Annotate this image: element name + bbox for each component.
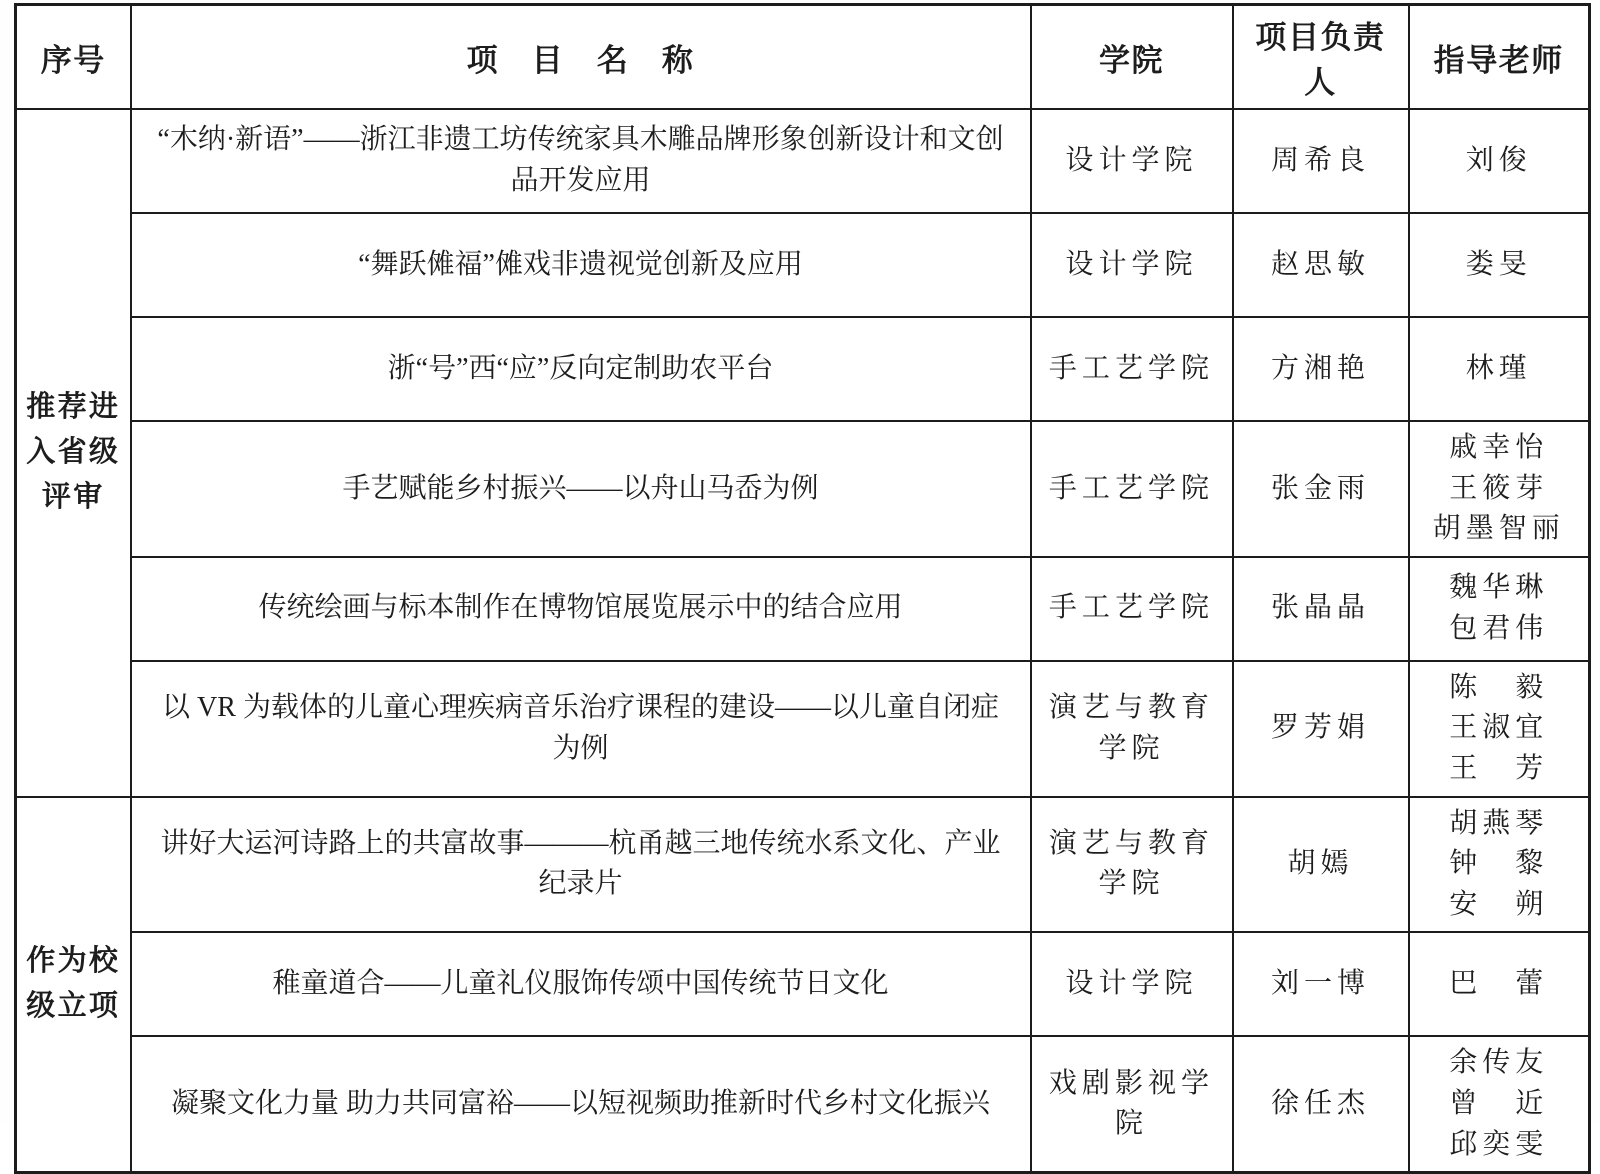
advisor-cell	[1409, 213, 1590, 317]
table-row	[16, 109, 1590, 213]
table-row	[16, 932, 1590, 1036]
project-name-cell: “舞跃傩福”傩戏非遗视觉创新及应用	[131, 213, 1031, 317]
leader-cell: 胡嫣	[1233, 797, 1409, 933]
table-body	[16, 109, 1590, 1173]
college-cell: 演艺与教育学院	[1031, 661, 1233, 797]
header-college: 学院	[1031, 5, 1233, 110]
project-name-cell: 凝聚文化力量 助力共同富裕——以短视频助推新时代乡村文化振兴	[131, 1036, 1031, 1172]
advisor-name: 钟 黎	[1449, 848, 1549, 880]
group-label-cell: 推荐进入省级评审	[16, 109, 131, 797]
project-name-cell: 以 VR 为载体的儿童心理疾病音乐治疗课程的建设——以儿童自闭症为例	[131, 661, 1031, 797]
leader-cell: 张晶晶	[1233, 557, 1409, 661]
header-project-name: 项 目 名 称	[131, 5, 1031, 110]
college-cell: 演艺与教育学院	[1031, 797, 1233, 933]
advisor-name: 林瑾	[1465, 352, 1532, 384]
advisor-cell	[1409, 109, 1590, 213]
advisor-name: 邱奕雯	[1449, 1128, 1549, 1160]
advisor-name: 刘俊	[1465, 144, 1532, 176]
advisor-cell	[1409, 317, 1590, 421]
leader-cell: 赵思敏	[1233, 213, 1409, 317]
college-cell: 手工艺学院	[1031, 317, 1233, 421]
table-row	[16, 557, 1590, 661]
advisor-name: 曾 近	[1449, 1087, 1549, 1119]
header-leader: 项目负责人	[1233, 5, 1409, 110]
advisor-cell	[1409, 421, 1590, 557]
leader-cell: 方湘艳	[1233, 317, 1409, 421]
advisor-name: 胡墨智丽	[1432, 513, 1565, 545]
project-name-cell: 讲好大运河诗路上的共富故事———杭甬越三地传统水系文化、产业纪录片	[131, 797, 1031, 933]
advisor-cell	[1409, 661, 1590, 797]
project-name-cell: 浙“号”西“应”反向定制助农平台	[131, 317, 1031, 421]
advisor-name: 王淑宜	[1449, 712, 1549, 744]
college-cell: 设计学院	[1031, 213, 1233, 317]
advisor-name: 安 朔	[1449, 888, 1549, 920]
table-header	[16, 5, 1590, 110]
advisor-name: 魏华琳	[1449, 572, 1549, 604]
project-name-cell: 稚童道合——儿童礼仪服饰传颂中国传统节日文化	[131, 932, 1031, 1036]
advisor-name: 包君伟	[1449, 612, 1549, 644]
advisor-name: 王 芳	[1449, 752, 1549, 784]
advisor-name: 王筱芽	[1449, 472, 1549, 504]
table-row	[16, 317, 1590, 421]
advisor-cell	[1409, 1036, 1590, 1172]
table-row	[16, 421, 1590, 557]
header-row	[16, 5, 1590, 110]
advisor-cell	[1409, 932, 1590, 1036]
advisor-name: 娄旻	[1465, 248, 1532, 280]
table-row	[16, 661, 1590, 797]
college-cell: 手工艺学院	[1031, 421, 1233, 557]
leader-cell: 周希良	[1233, 109, 1409, 213]
college-cell: 手工艺学院	[1031, 557, 1233, 661]
project-name-cell: 手艺赋能乡村振兴——以舟山马岙为例	[131, 421, 1031, 557]
table-row	[16, 1036, 1590, 1172]
college-cell: 设计学院	[1031, 932, 1233, 1036]
leader-cell: 刘一博	[1233, 932, 1409, 1036]
advisor-name: 巴 蕾	[1449, 968, 1549, 1000]
leader-cell: 徐任杰	[1233, 1036, 1409, 1172]
header-serial: 序号	[16, 5, 131, 110]
advisor-name: 陈 毅	[1449, 671, 1549, 703]
leader-cell: 张金雨	[1233, 421, 1409, 557]
project-name-cell: 传统绘画与标本制作在博物馆展览展示中的结合应用	[131, 557, 1031, 661]
header-advisor: 指导老师	[1409, 5, 1590, 110]
college-cell: 设计学院	[1031, 109, 1233, 213]
college-cell: 戏剧影视学院	[1031, 1036, 1233, 1172]
table-row	[16, 213, 1590, 317]
table-row	[16, 797, 1590, 933]
advisor-name: 胡燕琴	[1449, 807, 1549, 839]
group-label-cell: 作为校级立项	[16, 797, 131, 1173]
project-name-cell: “木纳·新语”——浙江非遗工坊传统家具木雕品牌形象创新设计和文创品开发应用	[131, 109, 1031, 213]
advisor-cell	[1409, 797, 1590, 933]
advisor-cell	[1409, 557, 1590, 661]
projects-table	[14, 3, 1591, 1174]
leader-cell: 罗芳娟	[1233, 661, 1409, 797]
advisor-name: 戚幸怡	[1449, 432, 1549, 463]
advisor-name: 余传友	[1449, 1047, 1549, 1079]
